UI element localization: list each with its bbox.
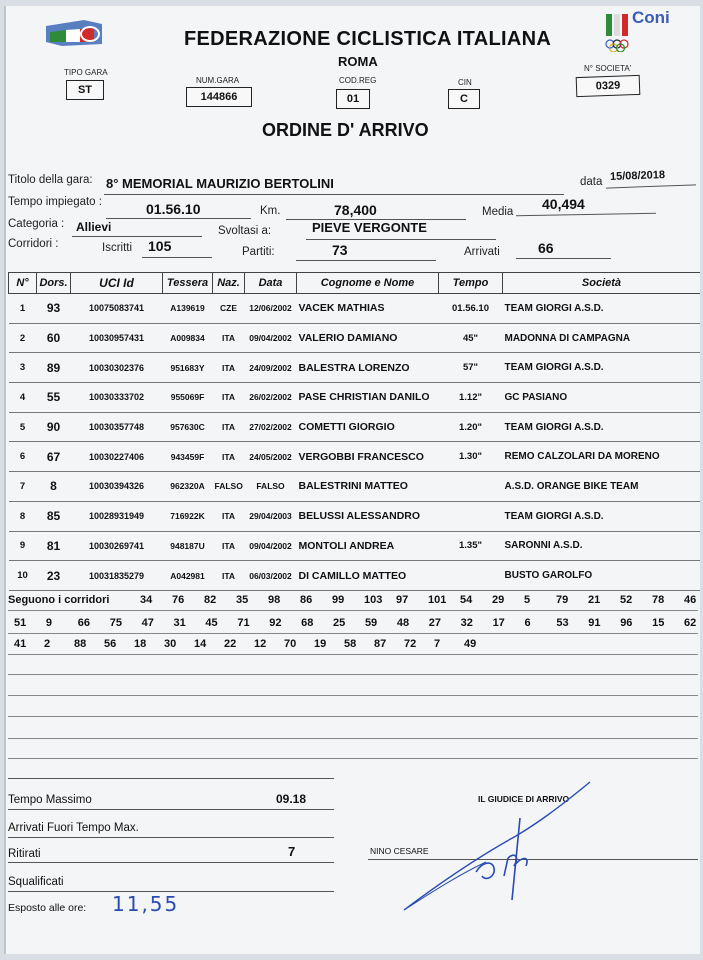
col-header-nome: Cognome e Nome	[297, 273, 439, 294]
societa-box: 0329	[576, 75, 641, 97]
following-rider-number: 32	[460, 617, 473, 629]
following-rider-number: 47	[141, 617, 154, 629]
row-nazione: ITA	[213, 442, 245, 472]
following-rider-number: 6	[524, 617, 531, 629]
table-row	[9, 294, 701, 324]
col-header-naz: Naz.	[213, 273, 245, 294]
following-rider-number: 97	[396, 594, 409, 606]
tempo-value: 01.56.10	[146, 201, 201, 217]
row-dorsale: 90	[37, 412, 71, 442]
following-rider-number: 59	[364, 617, 378, 629]
federation-title: FEDERAZIONE CICLISTICA ITALIANA	[184, 28, 552, 50]
giudice-label: IL GIUDICE DI ARRIVO	[478, 794, 570, 804]
following-rider-number: 103	[364, 594, 383, 606]
row-time	[439, 501, 503, 531]
corridori-label: Corridori :	[8, 238, 59, 250]
following-rider-number: 92	[269, 617, 282, 629]
following-rider-number: 15	[652, 617, 665, 629]
following-rider-number: 70	[284, 638, 297, 650]
following-rider-number: 34	[140, 594, 153, 606]
row-birthdate: 29/04/2003	[245, 501, 297, 531]
row-rider-name: BALESTRA LORENZO	[297, 353, 439, 383]
row-dorsale: 67	[37, 442, 71, 472]
tempo-massimo-value: 09.18	[276, 792, 307, 806]
iscritti-value: 105	[148, 238, 172, 254]
row-team: GC PASIANO	[503, 383, 701, 413]
row-rider-name: PASE CHRISTIAN DANILO	[297, 383, 439, 413]
row-birthdate: 27/02/2002	[245, 412, 297, 442]
following-rider-number: 46	[684, 594, 697, 606]
row-uci-id: 10030302376	[71, 353, 163, 383]
row-time	[439, 561, 503, 591]
following-rider-number: 7	[434, 638, 441, 650]
row-team: TEAM GIORGI A.S.D.	[503, 353, 701, 383]
following-rider-number: 96	[620, 617, 633, 629]
col-header-uci: UCI Id	[71, 273, 163, 294]
row-rider-name: COMETTI GIORGIO	[297, 412, 439, 442]
cod-reg-label: COD.REG	[339, 76, 377, 85]
row-uci-id: 10030269741	[71, 531, 163, 561]
following-rider-number: 78	[652, 594, 665, 606]
row-uci-id: 10075083741	[71, 294, 163, 324]
table-row	[9, 442, 701, 472]
row-number: 5	[9, 412, 37, 442]
following-rider-number: 29	[492, 594, 505, 606]
row-time: 01.56.10	[439, 294, 503, 324]
row-tessera: 716922K	[163, 501, 213, 531]
ritirati-label: Ritirati	[8, 848, 41, 860]
following-rider-number: 62	[684, 617, 697, 629]
row-uci-id: 10031835279	[71, 561, 163, 591]
esposto-label: Esposto alle ore:	[8, 902, 87, 914]
categoria-value: Allievi	[76, 220, 112, 234]
following-rider-number: 88	[74, 638, 87, 650]
tipo-gara-box: ST	[66, 80, 104, 100]
row-tessera: 962320A	[163, 472, 213, 502]
row-number: 1	[9, 294, 37, 324]
row-rider-name: MONTOLI ANDREA	[297, 531, 439, 561]
row-dorsale: 8	[37, 472, 71, 502]
row-nazione: ITA	[213, 383, 245, 413]
row-number: 4	[9, 383, 37, 413]
row-team: A.S.D. ORANGE BIKE TEAM	[503, 472, 701, 502]
row-number: 7	[9, 472, 37, 502]
row-time: 1.20"	[439, 412, 503, 442]
col-header-n: N°	[9, 273, 37, 294]
row-birthdate: FALSO	[245, 472, 297, 502]
row-tessera: 951683Y	[163, 353, 213, 383]
categoria-label: Categoria :	[8, 218, 65, 230]
row-dorsale: 81	[37, 531, 71, 561]
row-birthdate: 09/04/2002	[245, 531, 297, 561]
col-header-tempo: Tempo	[439, 273, 503, 294]
following-rider-number: 48	[396, 617, 410, 629]
row-dorsale: 23	[37, 561, 71, 591]
following-rider-number: 51	[14, 617, 27, 629]
row-rider-name: BELUSSI ALESSANDRO	[297, 501, 439, 531]
following-rider-number: 27	[428, 617, 441, 629]
following-rider-number: 82	[204, 594, 217, 606]
ritirati-value: 7	[288, 844, 296, 859]
row-number: 2	[9, 323, 37, 353]
row-number: 3	[9, 353, 37, 383]
row-nazione: ITA	[213, 412, 245, 442]
results-sheet	[4, 6, 700, 954]
coni-logo	[604, 8, 694, 56]
row-team: BUSTO GAROLFO	[503, 561, 701, 591]
following-rider-number: 22	[224, 638, 237, 650]
row-time	[439, 472, 503, 502]
row-team: TEAM GIORGI A.S.D.	[503, 501, 701, 531]
cod-reg-box: 01	[336, 89, 370, 109]
row-birthdate: 24/05/2002	[245, 442, 297, 472]
data-value: 15/08/2018	[609, 169, 666, 183]
following-rider-number: 25	[333, 617, 346, 629]
table-row	[9, 323, 701, 353]
row-tessera: A042981	[163, 561, 213, 591]
row-nazione: ITA	[213, 531, 245, 561]
giudice-name: NINO CESARE	[370, 846, 429, 856]
row-nazione: ITA	[213, 501, 245, 531]
row-team: MADONNA DI CAMPAGNA	[503, 323, 701, 353]
following-rider-number: 56	[104, 638, 117, 650]
row-birthdate: 26/02/2002	[245, 383, 297, 413]
fuori-tempo-label: Arrivati Fuori Tempo Max.	[8, 822, 139, 834]
table-row	[9, 561, 701, 591]
col-header-societa: Società	[503, 273, 701, 294]
row-time: 45"	[439, 323, 503, 353]
following-rider-number: 35	[236, 594, 249, 606]
row-rider-name: BALESTRINI MATTEO	[297, 472, 439, 502]
row-tessera: 957630C	[163, 412, 213, 442]
row-rider-name: VALERIO DAMIANO	[297, 323, 439, 353]
following-rider-number: 75	[109, 617, 122, 629]
table-row	[9, 412, 701, 442]
tempo-label: Tempo impiegato :	[8, 196, 102, 208]
col-header-dors: Dors.	[37, 273, 71, 294]
following-rider-number: 86	[300, 594, 313, 606]
following-rider-number: 98	[268, 594, 281, 606]
following-rider-number: 91	[588, 617, 601, 629]
svoltasi-value: PIEVE VERGONTE	[312, 220, 427, 235]
row-nazione: FALSO	[213, 472, 245, 502]
row-rider-name: DI CAMILLO MATTEO	[297, 561, 439, 591]
media-label: Media	[482, 206, 514, 218]
seguono-label: Seguono i corridori	[8, 594, 110, 606]
tempo-massimo-label: Tempo Massimo	[8, 794, 92, 806]
table-row	[9, 531, 701, 561]
row-tessera: 943459F	[163, 442, 213, 472]
following-rider-number: 68	[301, 617, 314, 629]
row-rider-name: VACEK MATHIAS	[297, 294, 439, 324]
titolo-label: Titolo della gara:	[8, 174, 93, 186]
following-rider-number: 101	[428, 594, 447, 606]
following-rider-number: 45	[205, 617, 218, 629]
following-rider-number: 12	[254, 638, 267, 650]
row-tessera: A009834	[163, 323, 213, 353]
table-header-row	[9, 273, 701, 294]
fci-logo	[44, 18, 104, 48]
row-nazione: ITA	[213, 353, 245, 383]
km-label: Km.	[260, 205, 281, 217]
col-header-tessera: Tessera	[163, 273, 213, 294]
cin-box: C	[448, 89, 480, 109]
following-rider-number: 79	[556, 594, 569, 606]
following-rider-number: 31	[173, 617, 186, 629]
row-time: 1.35"	[439, 531, 503, 561]
iscritti-label: Iscritti	[102, 242, 133, 254]
partiti-label: Partiti:	[242, 246, 275, 258]
row-number: 8	[9, 501, 37, 531]
row-rider-name: VERGOBBI FRANCESCO	[297, 442, 439, 472]
following-rider-number: 72	[404, 638, 417, 650]
table-row	[9, 383, 701, 413]
row-time: 1.30"	[439, 442, 503, 472]
table-row	[9, 353, 701, 383]
row-birthdate: 09/04/2002	[245, 323, 297, 353]
row-dorsale: 89	[37, 353, 71, 383]
row-team: SARONNI A.S.D.	[503, 531, 701, 561]
following-rider-number: 30	[164, 638, 177, 650]
row-birthdate: 24/09/2002	[245, 353, 297, 383]
following-rider-number: 76	[172, 594, 185, 606]
following-rider-number: 52	[620, 594, 633, 606]
col-header-data: Data	[245, 273, 297, 294]
media-value: 40,494	[542, 196, 585, 212]
svoltasi-label: Svoltasi a:	[218, 225, 272, 237]
row-nazione: ITA	[213, 561, 245, 591]
row-birthdate: 06/03/2002	[245, 561, 297, 591]
following-rider-number: 41	[14, 638, 27, 650]
tipo-gara-label: TIPO GARA	[64, 68, 108, 77]
following-rider-number: 14	[194, 638, 207, 650]
row-dorsale: 55	[37, 383, 71, 413]
row-team: TEAM GIORGI A.S.D.	[503, 412, 701, 442]
following-rider-number: 71	[237, 617, 250, 629]
following-rider-number: 17	[492, 617, 505, 629]
following-rider-number: 19	[314, 638, 327, 650]
row-number: 9	[9, 531, 37, 561]
following-rider-number: 18	[134, 638, 147, 650]
row-dorsale: 85	[37, 501, 71, 531]
row-tessera: A139619	[163, 294, 213, 324]
km-value: 78,400	[334, 202, 377, 218]
row-team: REMO CALZOLARI DA MORENO	[503, 442, 701, 472]
row-uci-id: 10030394326	[71, 472, 163, 502]
num-gara-box: 144866	[186, 87, 252, 107]
squalificati-label: Squalificati	[8, 876, 64, 888]
row-number: 10	[9, 561, 37, 591]
following-rider-number: 58	[344, 638, 357, 650]
following-rider-number: 53	[556, 617, 569, 629]
following-rider-number: 5	[524, 594, 531, 606]
following-rider-number: 21	[588, 594, 601, 606]
arrivati-label: Arrivati	[464, 246, 500, 258]
row-dorsale: 60	[37, 323, 71, 353]
row-uci-id: 10030957431	[71, 323, 163, 353]
row-time: 1.12"	[439, 383, 503, 413]
arrivati-value: 66	[538, 240, 554, 256]
following-rider-number: 87	[374, 638, 387, 650]
row-uci-id: 10030227406	[71, 442, 163, 472]
following-rider-number: 9	[45, 617, 53, 629]
following-rider-number: 2	[44, 638, 51, 650]
row-nazione: CZE	[213, 294, 245, 324]
societa-label: N° SOCIETA'	[584, 64, 632, 73]
partiti-value: 73	[332, 242, 348, 258]
row-nazione: ITA	[213, 323, 245, 353]
region: ROMA	[338, 54, 378, 69]
row-team: TEAM GIORGI A.S.D.	[503, 294, 701, 324]
row-tessera: 955069F	[163, 383, 213, 413]
judge-signature	[396, 776, 596, 916]
following-rider-number: 54	[460, 594, 473, 606]
results-table	[8, 272, 700, 591]
row-uci-id: 10030333702	[71, 383, 163, 413]
num-gara-label: NUM.GARA	[196, 76, 240, 85]
esposto-value: 11,55	[112, 892, 180, 916]
table-row	[9, 501, 701, 531]
coni-text: Coni	[632, 8, 670, 27]
row-time: 57"	[439, 353, 503, 383]
following-rider-number: 49	[464, 638, 477, 650]
titolo-value: 8° MEMORIAL MAURIZIO BERTOLINI	[106, 176, 334, 191]
row-uci-id: 10028931949	[71, 501, 163, 531]
document-title: ORDINE D' ARRIVO	[262, 120, 429, 140]
row-dorsale: 93	[37, 294, 71, 324]
row-tessera: 948187U	[163, 531, 213, 561]
following-rider-number: 66	[77, 617, 91, 629]
table-row	[9, 472, 701, 502]
following-rider-number: 99	[332, 594, 345, 606]
data-label: data	[580, 176, 603, 188]
row-birthdate: 12/06/2002	[245, 294, 297, 324]
row-number: 6	[9, 442, 37, 472]
row-uci-id: 10030357748	[71, 412, 163, 442]
cin-label: CIN	[458, 78, 472, 87]
